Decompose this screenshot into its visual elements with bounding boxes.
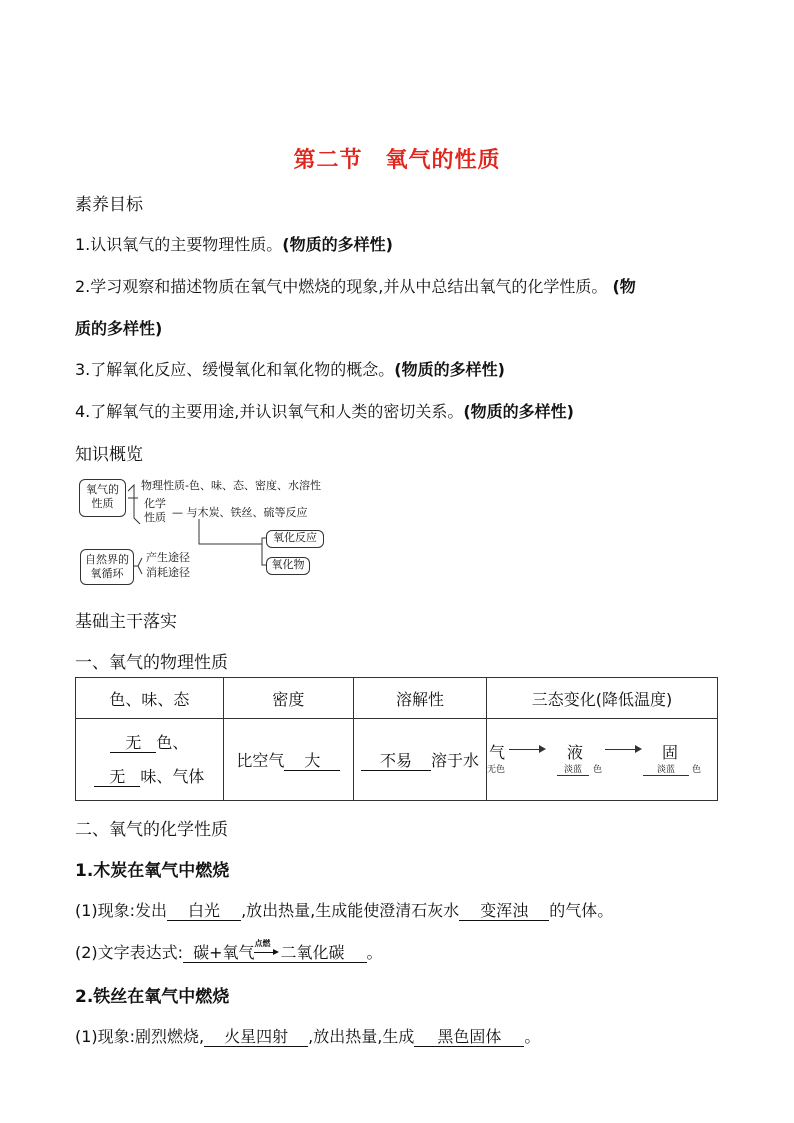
physical-properties-table [75, 677, 718, 801]
table-header: 色、味、态 [76, 678, 224, 719]
objective-1: 1.认识氧气的主要物理性质。(物质的多样性) [75, 235, 393, 254]
mindmap-chemical: 化学性质 [144, 497, 166, 524]
basics-heading: 基础主干落实 [75, 612, 177, 632]
mindmap-chemical-detail: — 与木炭、铁丝、硫等反应 [172, 506, 308, 519]
arrow-icon [635, 745, 642, 753]
objective-4: 4.了解氧气的主要用途,并认识氧气和人类的密切关系。(物质的多样性) [75, 402, 574, 421]
objective-2-cont: 质的多样性) [75, 319, 163, 338]
mindmap-physical: 物理性质-色、味、态、密度、水溶性 [141, 479, 321, 492]
iron-heading: 2.铁丝在氧气中燃烧 [75, 987, 230, 1007]
iron-phenomenon: (1)现象:剧烈燃烧, 火星四射 ,放出热量,生成 黑色固体 。 [75, 1027, 541, 1046]
page-title: 第二节 氧气的性质 [293, 148, 501, 173]
table-cell-phase-change [487, 719, 718, 801]
mindmap-consume: 消耗途径 [146, 566, 190, 579]
carbon-heading: 1.木炭在氧气中燃烧 [75, 861, 230, 881]
table-header: 三态变化(降低温度) [487, 678, 718, 719]
overview-heading: 知识概览 [75, 445, 143, 465]
phase-change-diagram: 气 无色 液 淡蓝 色 固 淡蓝 色 [487, 742, 702, 775]
table-cell-solubility: 不易 溶于水 [353, 719, 486, 801]
table-header: 溶解性 [353, 678, 486, 719]
mindmap-produce: 产生途径 [146, 551, 190, 564]
mindmap-box-oxygen: 氧气的性质 [79, 479, 126, 517]
section-physical-heading: 一、氧气的物理性质 [75, 653, 228, 673]
section-chemical-heading: 二、氧气的化学性质 [75, 820, 228, 840]
mindmap-box-oxidation: 氧化反应 [266, 530, 324, 548]
mindmap-box-oxide: 氧化物 [266, 557, 310, 575]
objectives-heading: 素养目标 [75, 195, 143, 215]
table-header: 密度 [223, 678, 353, 719]
table-cell-density: 比空气 大 [223, 719, 353, 801]
table-cell-appearance: 无 色、 无 味、气体 [76, 719, 224, 801]
carbon-equation: (2)文字表达式: 碳+氧气 点燃 二氧化碳 。 [75, 939, 383, 962]
mindmap-box-cycle: 自然界的氧循环 [80, 549, 134, 585]
arrow-icon [539, 745, 546, 753]
arrow-icon [273, 949, 279, 955]
carbon-phenomenon: (1)现象:发出 白光 ,放出热量,生成能使澄清石灰水 变浑浊 的气体。 [75, 901, 614, 920]
objective-2: 2.学习观察和描述物质在氧气中燃烧的现象,并从中总结出氧气的化学性质。 (物 [75, 277, 636, 296]
objective-3: 3.了解氧化反应、缓慢氧化和氧化物的概念。(物质的多样性) [75, 360, 505, 379]
